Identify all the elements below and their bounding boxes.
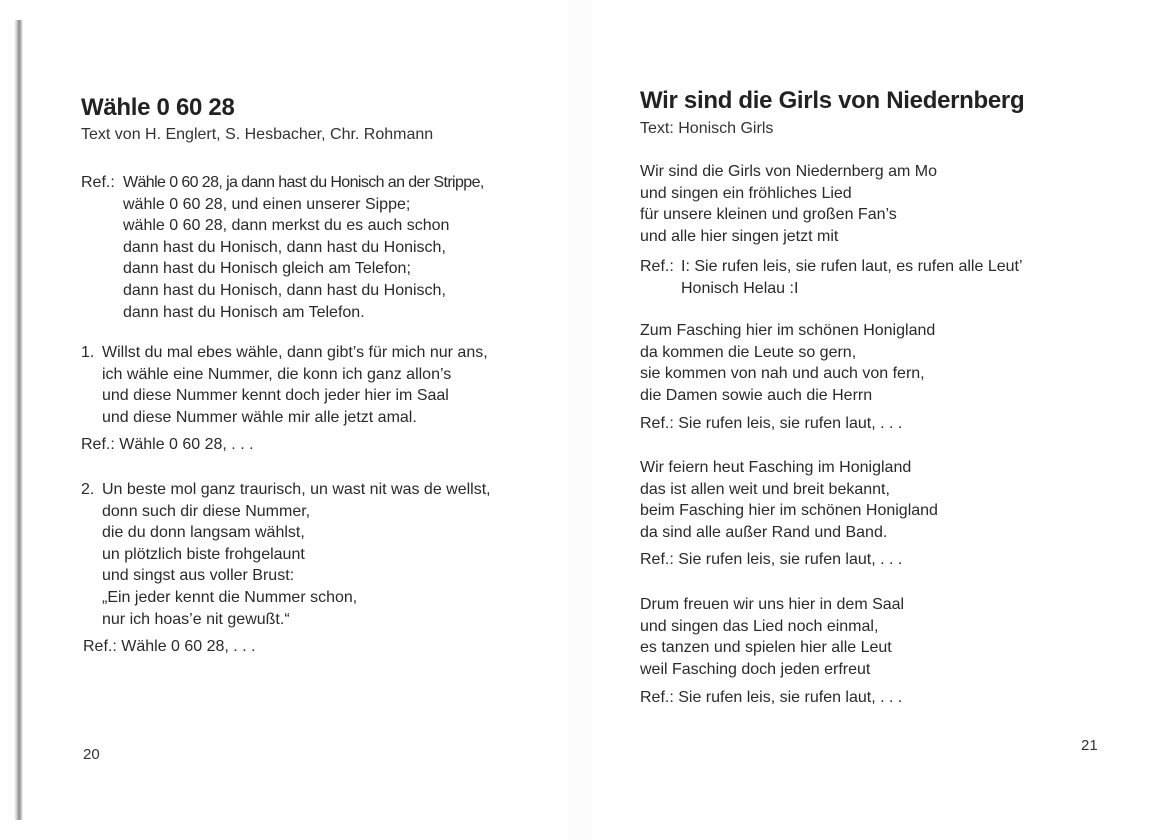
- stanza-1: [640, 161, 937, 247]
- stanza-line: für unsere kleinen und großen Fan’s: [640, 206, 897, 224]
- verse-2-refrain-ref: Ref.: Wähle 0 60 28, . . .: [83, 638, 256, 655]
- stanza-2-refrain-ref: Ref.: Sie rufen leis, sie rufen laut, . . .: [640, 415, 903, 432]
- refrain-label: Ref.:: [81, 174, 115, 191]
- refrain-lines: [123, 172, 484, 323]
- refrain-line: dann hast du Honisch, dann hast du Honisch,: [123, 281, 446, 299]
- stanza-line: und alle hier singen jetzt mit: [640, 227, 839, 245]
- stanza-line: weil Fasching doch jeden erfreut: [640, 660, 871, 678]
- stanza-3: [640, 457, 938, 543]
- song-credits: Text von H. Englert, S. Hesbacher, Chr. Rohmann: [81, 126, 434, 143]
- refrain-line: dann hast du Honisch am Telefon.: [123, 303, 365, 321]
- verse-line: Un beste mol ganz traurisch, un wast nit was de wellst,: [102, 481, 491, 498]
- refrain-block: [640, 256, 1023, 299]
- verse-line: donn such dir diese Nummer,: [102, 502, 311, 520]
- refrain-lines: [681, 256, 1023, 299]
- song-credits: Text: Honisch Girls: [640, 120, 774, 137]
- stanza-line: Wir sind die Girls von Niedernberg am Mo: [640, 163, 937, 180]
- stanza-line: sie kommen von nah und auch von fern,: [640, 365, 925, 383]
- refrain-line: wähle 0 60 28, und einen unserer Sippe;: [123, 195, 411, 213]
- song-title: Wähle 0 60 28: [81, 94, 235, 121]
- verse-line: die du donn langsam wählst,: [102, 524, 305, 542]
- stanza-4: [640, 594, 904, 680]
- stanza-line: da kommen die Leute so gern,: [640, 343, 857, 361]
- refrain-line: wähle 0 60 28, dann merkst du es auch schon: [123, 217, 450, 235]
- stanza-line: da sind alle außer Rand und Band.: [640, 523, 888, 541]
- verse-line: nur ich hoas’e nit gewußt.“: [102, 610, 290, 628]
- verse-line: un plötzlich biste frohgelaunt: [102, 545, 305, 563]
- stanza-2: [640, 320, 935, 406]
- stanza-3-refrain-ref: Ref.: Sie rufen leis, sie rufen laut, . . .: [640, 551, 903, 568]
- stanza-line: die Damen sowie auch die Herrn: [640, 386, 873, 404]
- verse-1: [81, 342, 488, 428]
- verse-line: „Ein jeder kennt die Nummer schon,: [102, 588, 358, 606]
- verse-number: 1.: [81, 344, 95, 361]
- refrain-line: Honisch Helau :I: [681, 279, 799, 297]
- stanza-4-refrain-ref: Ref.: Sie rufen leis, sie rufen laut, . . .: [640, 689, 903, 706]
- refrain-line: dann hast du Honisch gleich am Telefon;: [123, 260, 411, 278]
- song-title: Wir sind die Girls von Niedernberg: [640, 87, 1025, 114]
- stanza-line: Drum freuen wir uns hier in dem Saal: [640, 596, 905, 613]
- verse-1-refrain-ref: Ref.: Wähle 0 60 28, . . .: [81, 436, 254, 453]
- right-page: [576, 0, 1152, 840]
- page-number: 20: [83, 746, 100, 763]
- stanza-line: Wir feiern heut Fasching im Honigland: [640, 459, 912, 476]
- verse-line: und diese Nummer kennt doch jeder hier im Saal: [102, 387, 449, 405]
- stanza-line: und singen das Lied noch einmal,: [640, 617, 879, 635]
- verse-lines: [102, 479, 491, 630]
- page-number: 21: [1081, 737, 1098, 754]
- refrain-line: dann hast du Honisch, dann hast du Honisch,: [123, 238, 446, 256]
- stanza-line: das ist allen weit und breit bekannt,: [640, 480, 890, 498]
- stanza-line: Zum Fasching hier im schönen Honigland: [640, 322, 936, 339]
- verse-number: 2.: [81, 481, 95, 498]
- verse-line: und diese Nummer wähle mir alle jetzt amal.: [102, 408, 417, 426]
- refrain-line: Wähle 0 60 28, ja dann hast du Honisch an der Strippe,: [123, 174, 484, 191]
- refrain-label: Ref.:: [640, 258, 674, 275]
- stanza-line: es tanzen und spielen hier alle Leut: [640, 639, 892, 657]
- refrain-line: I: Sie rufen leis, sie rufen laut, es rufen alle Leut’: [681, 258, 1023, 275]
- verse-line: ich wähle eine Nummer, die konn ich ganz allon’s: [102, 365, 452, 383]
- stanza-line: beim Fasching hier im schönen Honigland: [640, 502, 938, 520]
- verse-2: [81, 479, 491, 630]
- refrain-block: [81, 172, 484, 323]
- verse-lines: [102, 342, 488, 428]
- verse-line: Willst du mal ebes wähle, dann gibt’s für mich nur ans,: [102, 344, 488, 361]
- stanza-line: und singen ein fröhliches Lied: [640, 184, 852, 202]
- verse-line: und singst aus voller Brust:: [102, 567, 295, 585]
